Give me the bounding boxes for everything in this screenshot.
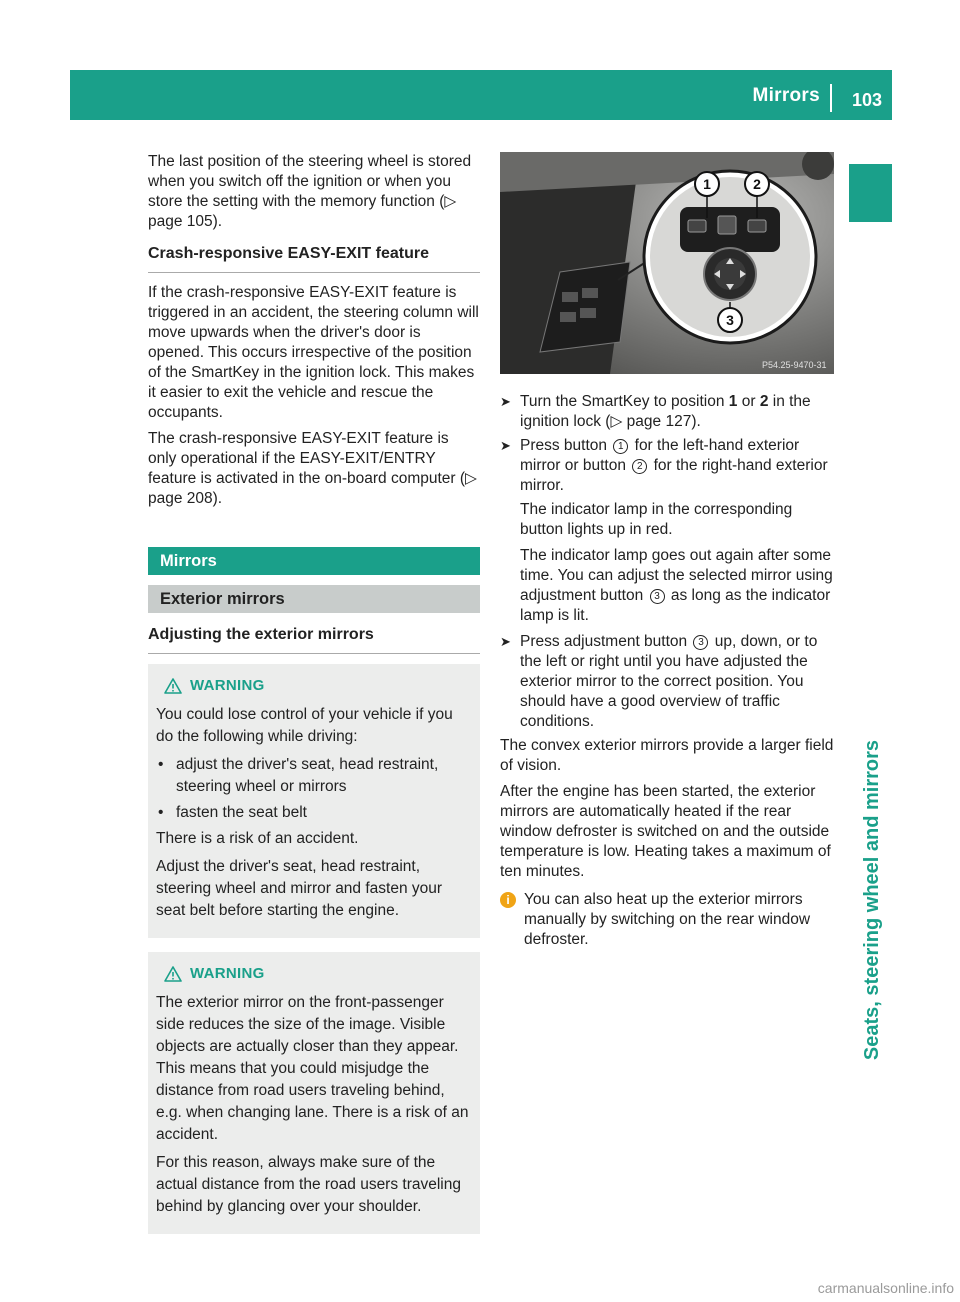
warning-triangle-icon (164, 678, 182, 694)
ref-circle-1: 1 (613, 439, 628, 454)
warning-text: For this reason, always make sure of the actual distance from the road users traveling behind by glancing over your shoulder. (156, 1154, 461, 1215)
bullet-text: fasten the seat belt (176, 804, 307, 821)
warning-text: The exterior mirror on the front-passenger side reduces the size of the image. Visible objects are actually closer than they appear. This means that you could misjudge the distance from road users traveling behind, e.g. when changing lane. There is a risk of an accident. (156, 994, 469, 1143)
svg-text:1: 1 (703, 176, 711, 192)
step-3 (500, 632, 834, 732)
warning-triangle-icon (164, 966, 182, 982)
chapter-tab (849, 164, 892, 222)
header-title: Mirrors (752, 85, 820, 106)
step-text: Press adjustment button 3 up, down, or to the left or right until you have adjusted the exterior mirror to the correct position. You should have a good overview of traffic conditions. (520, 633, 818, 730)
crash-paragraph-2: The crash-responsive EASY-EXIT feature is only operational if the EASY-EXIT/ENTRY feature is activated in the on-board computer (▷ page 208). (148, 430, 477, 507)
warning-box-2 (148, 952, 480, 1234)
heating-paragraph: After the engine has been started, the exterior mirrors are automatically heated if the rear window defroster is switched on and the outside temperature is low. Heating takes a maximum of ten minutes. (500, 783, 831, 880)
page-number: 103 (851, 90, 882, 110)
warning-title: WARNING (190, 965, 265, 982)
warning-header (156, 676, 472, 696)
step-2 (500, 436, 834, 496)
svg-text:2: 2 (753, 176, 761, 192)
bullet-text: adjust the driver's seat, head restraint, steering wheel or mirrors (176, 756, 439, 795)
left-column (148, 152, 480, 1234)
warning-title: WARNING (190, 677, 265, 694)
warning-text: Adjust the driver's seat, head restraint, steering wheel and mirror and fasten your seat belt before starting the engine. (156, 858, 443, 919)
ref-circle-3: 3 (693, 635, 708, 650)
intro-paragraph: The last position of the steering wheel is stored when you switch off the ignition or when you store the setting with the memory function (▷ page 105). (148, 153, 472, 230)
step-arrow-icon: ➤ (500, 394, 511, 409)
bullet-icon: • (158, 804, 164, 821)
warning-header (156, 964, 472, 984)
photo-code: P54.25-9470-31 (762, 360, 827, 370)
callout-3 (718, 308, 742, 332)
section-exterior-mirrors: Exterior mirrors (148, 585, 480, 613)
step-2-detail: The indicator lamp in the corresponding button lights up in red. (520, 501, 793, 538)
ref-circle-3: 3 (650, 589, 665, 604)
warning-box-1 (148, 664, 480, 938)
step-arrow-icon: ➤ (500, 438, 511, 453)
right-column (500, 152, 834, 950)
warning-text: There is a risk of an accident. (156, 830, 359, 847)
crash-heading: Crash-responsive EASY-EXIT feature (148, 244, 480, 273)
adjust-heading: Adjusting the exterior mirrors (148, 625, 480, 654)
bullet-icon: • (158, 756, 164, 773)
crash-paragraph-1: If the crash-responsive EASY-EXIT feature is triggered in an accident, the steering column will move upwards when the driver's door is opened. This occurs irrespective of the position of the SmartKey in the ignition lock. This makes it easier to exit the vehicle and rescue the occupants. (148, 284, 479, 421)
header-separator (830, 84, 832, 112)
info-text: You can also heat up the exterior mirrors manually by switching on the rear window defroster. (524, 891, 811, 948)
door-panel-photo (500, 152, 834, 374)
warning-text: You could lose control of your vehicle if you do the following while driving: (156, 706, 453, 745)
callout-1 (695, 172, 719, 196)
callout-2 (745, 172, 769, 196)
svg-text:3: 3 (726, 312, 734, 328)
convex-paragraph: The convex exterior mirrors provide a larger field of vision. (500, 737, 834, 774)
chapter-label: Seats, steering wheel and mirrors (861, 739, 883, 1061)
list-item (156, 802, 472, 824)
page-header (70, 70, 892, 120)
step-text: Press button 1 for the left-hand exterior mirror or button 2 for the right-hand exterior mirror. (520, 437, 828, 494)
step-arrow-icon: ➤ (500, 634, 511, 649)
section-mirrors: Mirrors (148, 547, 480, 575)
step-text: Turn the SmartKey to position 1 or 2 in the ignition lock (▷ page 127). (520, 393, 811, 430)
watermark: carmanualsonline.info (817, 1280, 954, 1296)
list-item (156, 754, 472, 798)
info-icon: i (500, 892, 516, 908)
info-note (500, 890, 834, 950)
step-2-detail-2: The indicator lamp goes out again after some time. You can adjust the selected mirror using adjustment button 3 as long as the indicator lamp is lit. (520, 547, 833, 624)
ref-circle-2: 2 (632, 459, 647, 474)
step-1 (500, 392, 834, 432)
